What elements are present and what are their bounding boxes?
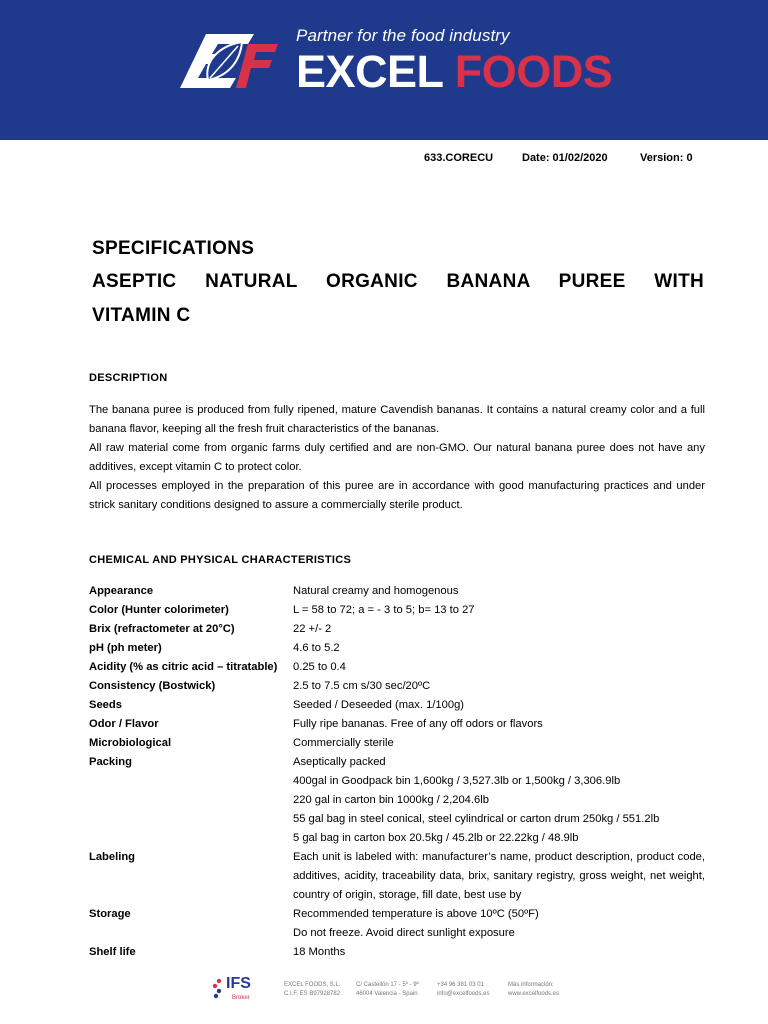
spec-value-line: Seeded / Deseeded (max. 1/100g) [293,699,465,711]
footer-line: C/ Castellón 17 - 5º - 9ª [356,982,419,988]
spec-row [89,848,705,905]
spec-value [293,582,705,601]
spec-label: Seeds [89,699,122,711]
spec-value [293,734,705,753]
tagline: Partner for the food industry [296,26,510,45]
spec-value-line: Aseptically packed [293,756,386,768]
description-paragraph: All processes employed in the preparation of this puree are in accordance with good manufacturing practices and under strick sanitary conditions designed to assure a commercially sterile product. [89,480,705,511]
spec-label: Acidity (% as citric acid – titratable) [89,661,278,673]
spec-label: Storage [89,908,131,920]
spec-value [293,905,705,943]
spec-value-line: Commercially sterile [293,737,394,749]
spec-value-line: Recommended temperature is above 10ºC (50ºF) [293,908,539,920]
spec-row [89,658,705,677]
product-title-line2: VITAMIN C [92,305,191,326]
spec-row [89,696,705,715]
description-body [89,401,705,515]
spec-value-line: 4.6 to 5.2 [293,642,340,654]
description-heading: DESCRIPTION [89,372,168,384]
leaf-ef-monogram-icon [178,32,282,90]
ifs-logo-sub: Broker [232,995,250,1001]
spec-value-line: L = 58 to 72; a = - 3 to 5; b= 13 to 27 [293,604,475,616]
spec-value [293,620,705,639]
spec-value-line: 5 gal bag in carton box 20.5kg / 45.2lb or 22.22kg / 48.9lb [293,832,579,844]
spec-row [89,639,705,658]
ifs-logo-text: IFS [226,975,251,992]
footer [0,970,768,1024]
footer-contact [437,981,489,999]
footer-line: C.I.F. ES B97928782 [284,991,341,997]
spec-row [89,905,705,943]
footer-line: 46004 Valencia - Spain [356,991,418,997]
document-date: Date: 01/02/2020 [522,152,608,164]
brand-word-excel: EXCEL [296,46,443,97]
document-version: Version: 0 [640,152,693,164]
spec-row [89,753,705,848]
spec-value [293,753,705,848]
spec-value [293,696,705,715]
spec-row [89,715,705,734]
spec-label: Consistency (Bostwick) [89,680,216,692]
spec-value-line: Natural creamy and homogenous [293,585,459,597]
spec-row [89,620,705,639]
ifs-certification-icon [212,978,226,1000]
spec-value-line: 400gal in Goodpack bin 1,600kg / 3,527.3lb or 1,500kg / 3,306.9lb [293,775,621,787]
footer-line: EXCEL FOODS, S.L. [284,982,341,988]
spec-value-line: 0.25 to 0.4 [293,661,346,673]
description-paragraph: All raw material come from organic farms duly certified and are non-GMO. Our natural banana puree does not have any additives, except vitamin C to protect color. [89,442,705,473]
spec-label: Color (Hunter colorimeter) [89,604,229,616]
product-title-line1: ASEPTIC NATURAL ORGANIC BANANA PUREE WITH [92,271,704,292]
spec-value [293,943,705,962]
spec-value: Each unit is labeled with: manufacturer’s name, product description, product code, additives, acidity, traceability data, brix, sanitary registry, gross weight, net weight, country of origin, storage, fill date, best use by [293,851,705,901]
spec-value [293,601,705,620]
spec-value [293,677,705,696]
footer-website-link[interactable]: www.excelfoods.es [508,991,560,997]
description-paragraph: The banana puree is produced from fully ripened, mature Cavendish bananas. It contains a natural creamy color and a full banana flavor, keeping all the fresh fruit characteristics of the bananas. [89,404,705,435]
brand-header [0,0,768,140]
page-title: SPECIFICATIONS [92,238,255,259]
spec-value-line: Fully ripe bananas. Free of any off odors or flavors [293,718,543,730]
spec-row [89,601,705,620]
spec-row [89,943,705,962]
spec-row [89,582,705,601]
characteristics-heading: CHEMICAL AND PHYSICAL CHARACTERISTICS [89,554,352,566]
spec-value [293,639,705,658]
spec-row [89,734,705,753]
spec-row [89,677,705,696]
spec-label: Shelf life [89,946,136,958]
brand-name [296,44,612,100]
spec-label: Labeling [89,851,135,863]
footer-company [284,981,340,999]
spec-label: Packing [89,756,132,768]
spec-value-line: 22 +/- 2 [293,623,332,635]
footer-email-link[interactable]: info@excelfoods.es [437,991,490,997]
characteristics-table [89,582,705,962]
footer-phone: +34 96 381 03 01 [437,982,484,988]
footer-line: Más información: [508,982,554,988]
spec-value-line: 55 gal bag in steel conical, steel cylindrical or carton drum 250kg / 551.2lb [293,813,660,825]
spec-label: Brix (refractometer at 20°C) [89,623,235,635]
spec-label: Odor / Flavor [89,718,159,730]
spec-value [293,715,705,734]
spec-label: Appearance [89,585,154,597]
spec-value-line: 2.5 to 7.5 cm s/30 sec/20ºC [293,680,431,692]
spec-value-line: 220 gal in carton bin 1000kg / 2,204.6lb [293,794,489,806]
spec-label: pH (ph meter) [89,642,162,654]
spec-value [293,658,705,677]
footer-address [356,981,419,999]
spec-value-line: Do not freeze. Avoid direct sunlight exposure [293,927,515,939]
brand-word-foods: FOODS [454,46,613,97]
document-code: 633.CORECU [424,152,494,164]
spec-value-line: 18 Months [293,946,346,958]
spec-label: Microbiological [89,737,172,749]
footer-more-info [508,981,559,999]
